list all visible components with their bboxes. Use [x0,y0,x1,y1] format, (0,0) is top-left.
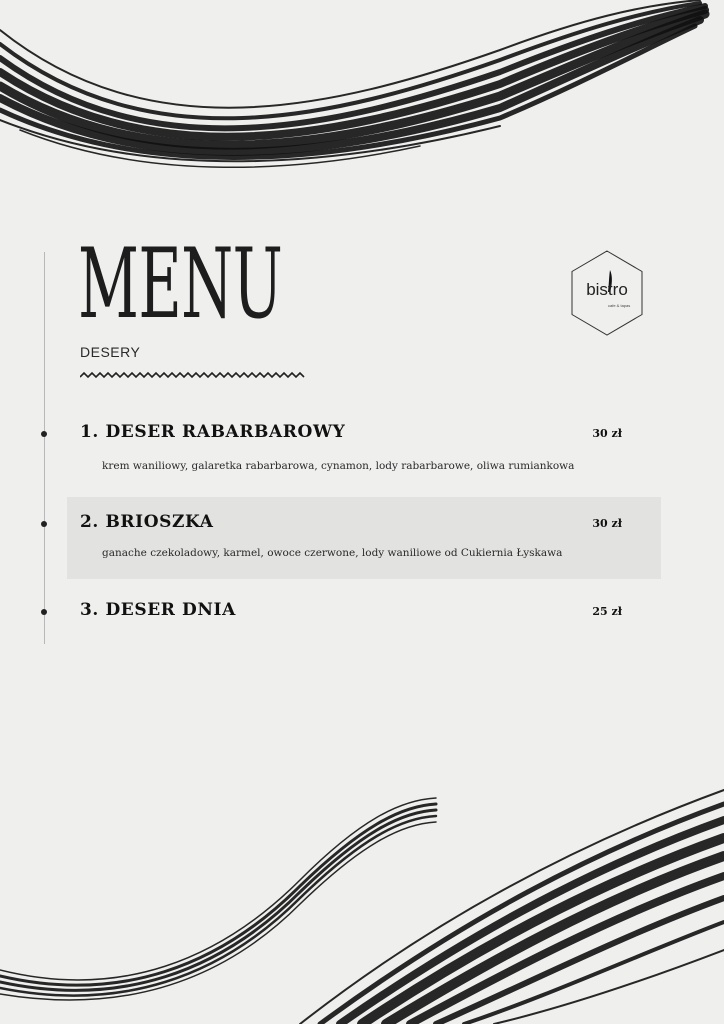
item-description: ganache czekoladowy, karmel, owoce czerwone, lody waniliowe od Cukiernia Łyskawa [102,547,563,559]
menu-subtitle: DESERY [80,344,141,360]
bullet-icon [41,431,47,437]
logo-tagline: cafe & tapas [608,303,631,308]
top-brush-stroke [0,0,705,167]
item-name: 2. BRIOSZKA [80,512,214,532]
vertical-divider-line [44,252,45,644]
bottom-left-brush-stroke [0,798,436,1000]
menu-title: MENU [78,228,283,340]
item-price: 30 zł [592,427,622,440]
zigzag-divider [80,371,306,379]
bottom-right-brush-stroke [300,790,724,1024]
bullet-icon [41,609,47,615]
item-name: 3. DESER DNIA [80,600,236,620]
highlighted-item-background [67,497,661,579]
bistro-logo [570,250,644,336]
logo-name: bistro [586,280,628,299]
item-name: 1. DESER RABARBAROWY [80,422,346,442]
item-price: 25 zł [592,605,622,618]
item-description: krem waniliowy, galaretka rabarbarowa, cynamon, lody rabarbarowe, oliwa rumiankowa [102,460,575,472]
bullet-icon [41,521,47,527]
item-price: 30 zł [592,517,622,530]
